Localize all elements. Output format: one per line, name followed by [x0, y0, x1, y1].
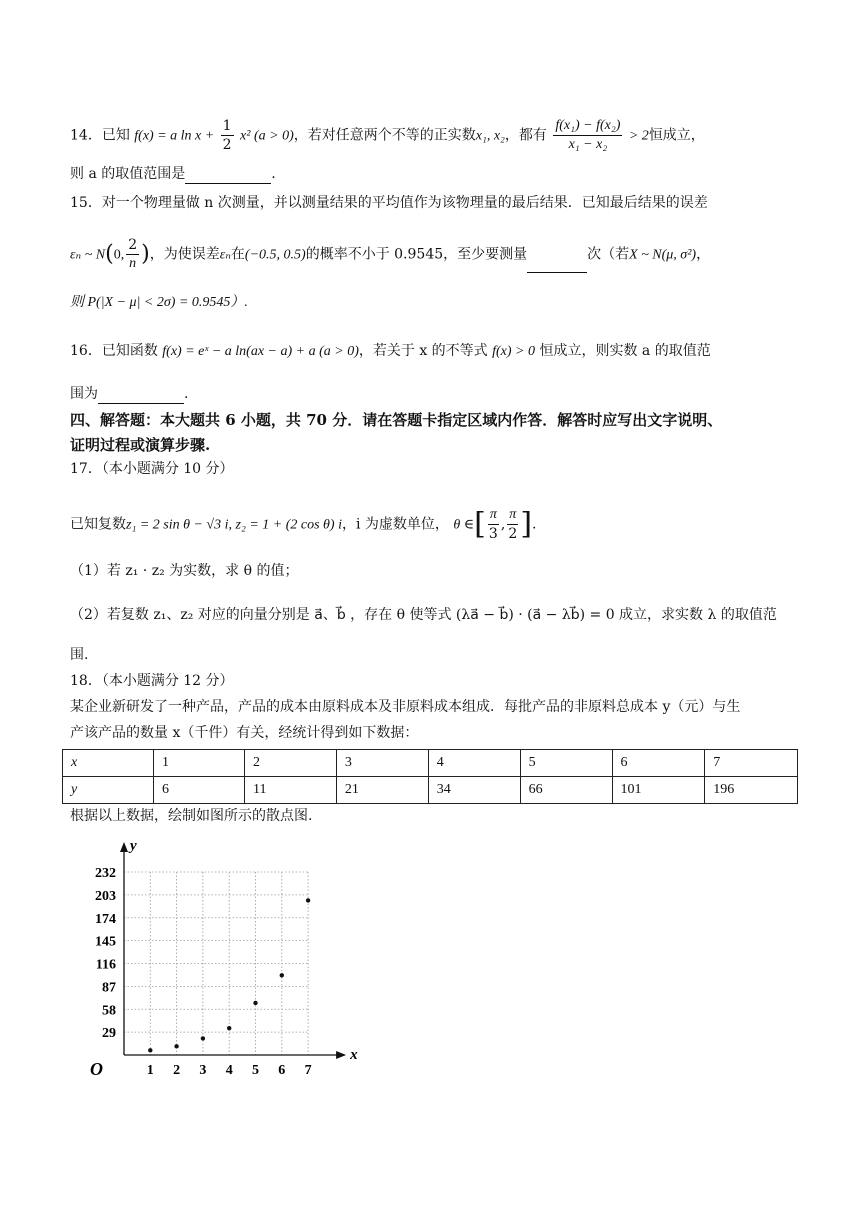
- q16-function: f(x) = eˣ − a ln(ax − a) + a (a > 0): [162, 344, 359, 359]
- y-axis-arrow: [120, 842, 128, 852]
- q14-line2: 则 a 的取值范围是 .: [70, 166, 276, 182]
- data-point: [280, 973, 284, 977]
- section4-title-line1: 四、解答题：本大题共 6 小题，共 70 分．请在答题卡指定区域内作答．解答时应写出文字说明、: [70, 411, 723, 429]
- q17-header: 17．（本小题满分 10 分）: [70, 461, 234, 477]
- table-header-x: x: [63, 750, 154, 777]
- y-tick-label: 145: [95, 934, 116, 950]
- table-cell: 196: [705, 777, 798, 804]
- q16-line2: 围为 .: [70, 386, 189, 402]
- q16-line1: 16．已知函数 f(x) = eˣ − a ln(ax − a) + a (a > 0)，若关于 x 的不等式 f(x) > 0 恒成立，则实数 a 的取值范: [70, 343, 711, 359]
- x-tick-label: 6: [278, 1063, 286, 1078]
- data-point: [174, 1044, 178, 1048]
- q18-paragraph-line1: 某企业新研发了一种产品，产品的成本由原料成本及非原料成本组成．每批产品的非原料总成本 y（元）与生: [70, 699, 741, 715]
- data-point: [227, 1026, 231, 1030]
- q15-line1: 15．对一个物理量做 n 次测量，并以测量结果的平均值作为该物理量的最后结果．已知最后结果的误差: [70, 195, 708, 211]
- q15-line3: 则 P(|X − μ| < 2σ) = 0.9545）.: [70, 295, 248, 310]
- plot-axes: [90, 838, 358, 1079]
- y-tick-label: 87: [102, 980, 116, 996]
- q18-data-table: [62, 749, 798, 804]
- plot-tick-labels: [95, 866, 312, 1078]
- table-cell: 66: [520, 777, 612, 804]
- table-cell: 21: [336, 777, 428, 804]
- table-cell: 11: [245, 777, 337, 804]
- q15-variance-fraction: $\frac{2}{n}$: [128, 237, 138, 271]
- table-cell: 1: [153, 750, 244, 777]
- table-row-x: [63, 750, 798, 777]
- section4-title-line2: 证明过程或演算步骤.: [70, 436, 211, 454]
- q17-part2-cont: 围.: [70, 647, 89, 663]
- origin-label: O: [90, 1059, 103, 1079]
- y-axis-label: y: [130, 838, 137, 854]
- table-cell: 6: [612, 750, 705, 777]
- q14-function-lhs: f(x) = a ln x +: [134, 128, 215, 144]
- y-tick-label: 232: [95, 866, 116, 881]
- q14-half-fraction: $\frac{1}{2}$: [222, 118, 232, 153]
- q14-function-rest: x² (a > 0): [240, 128, 294, 144]
- x-tick-label: 4: [225, 1063, 233, 1078]
- q14-vars: x₁, x₂: [475, 128, 505, 144]
- q17-part2: （2）若复数 z₁、z₂ 对应的向量分别是 a⃗、b⃗ ，存在 θ 使等式 (λa⃗ − b⃗) · (a⃗ − λb⃗) = 0 成立，求实数 λ 的取值范: [70, 607, 777, 623]
- table-cell: 3: [336, 750, 428, 777]
- y-tick-label: 29: [102, 1026, 116, 1042]
- q18-header: 18．（本小题满分 12 分）: [70, 673, 234, 689]
- table-cell: 5: [520, 750, 612, 777]
- data-point: [148, 1048, 152, 1052]
- q18-figure-caption: 根据以上数据，绘制如图所示的散点图.: [70, 808, 313, 824]
- q17-part1: （1）若 z₁ · z₂ 为实数，求 θ 的值；: [70, 563, 299, 579]
- table-cell: 4: [428, 750, 520, 777]
- x-tick-label: 3: [199, 1063, 207, 1078]
- table-cell: 101: [612, 777, 705, 804]
- q14-number: 14．已知: [70, 127, 130, 144]
- x-tick-label: 1: [146, 1063, 154, 1078]
- y-tick-label: 116: [95, 957, 116, 973]
- data-point: [306, 898, 310, 902]
- q15-answer-blank[interactable]: [527, 258, 587, 273]
- q14-answer-blank[interactable]: [185, 169, 271, 184]
- table-cell: 34: [428, 777, 520, 804]
- q17-complex-numbers: z₁ = 2 sin θ − √3 i, z₂ = 1 + (2 cos θ) i: [126, 517, 342, 533]
- q17-statement: 已知复数z₁ = 2 sin θ − √3 i, z₂ = 1 + (2 cos θ) i，i 为虚数单位， θ ∈[ $\frac{\pi}{3}$ , $\frac{\pi}{2}$ ].: [70, 506, 537, 542]
- table-cell: 6: [153, 777, 244, 804]
- table-row-y: [63, 777, 798, 804]
- data-point: [201, 1036, 205, 1040]
- table-cell: 7: [705, 750, 798, 777]
- table-cell: 2: [245, 750, 337, 777]
- data-point: [253, 1001, 257, 1005]
- x-axis-arrow: [336, 1051, 346, 1059]
- x-axis-label: x: [350, 1047, 358, 1063]
- y-tick-label: 58: [102, 1003, 116, 1019]
- x-tick-label: 5: [252, 1063, 259, 1078]
- scatter-plot: [70, 833, 360, 1088]
- y-tick-label: 203: [95, 888, 116, 904]
- q18-paragraph-line2: 产该产品的数量 x（千件）有关，经统计得到如下数据：: [70, 725, 419, 741]
- y-tick-label: 174: [95, 911, 116, 927]
- x-tick-label: 7: [304, 1063, 312, 1078]
- q15-line2: εₙ ~ N(0, $\frac{2}{n}$ )，为使误差εₙ在(−0.5, 0.5)的概率不小于 0.9545，至少要测量 次（若X ~ N(μ, σ²)，: [70, 237, 711, 271]
- table-header-y: y: [63, 777, 154, 804]
- q16-answer-blank[interactable]: [98, 389, 184, 404]
- q14-difference-quotient: $\frac{\text{f(x₁) − f(x₂)}}{\text{x₁ − x₂}}$: [555, 118, 621, 152]
- q14-line1: 14．已知 f(x) = a ln x + $\frac{1}{2}$ x² (a > 0)，若对任意两个不等的正实数x₁, x₂，都有 $\frac{\text{f(x₁) − f(x₂)}}{\text{x₁ − x₂}}$ > 2恒成立，: [70, 118, 705, 153]
- plot-grid: [124, 872, 308, 1055]
- x-tick-label: 2: [173, 1063, 181, 1078]
